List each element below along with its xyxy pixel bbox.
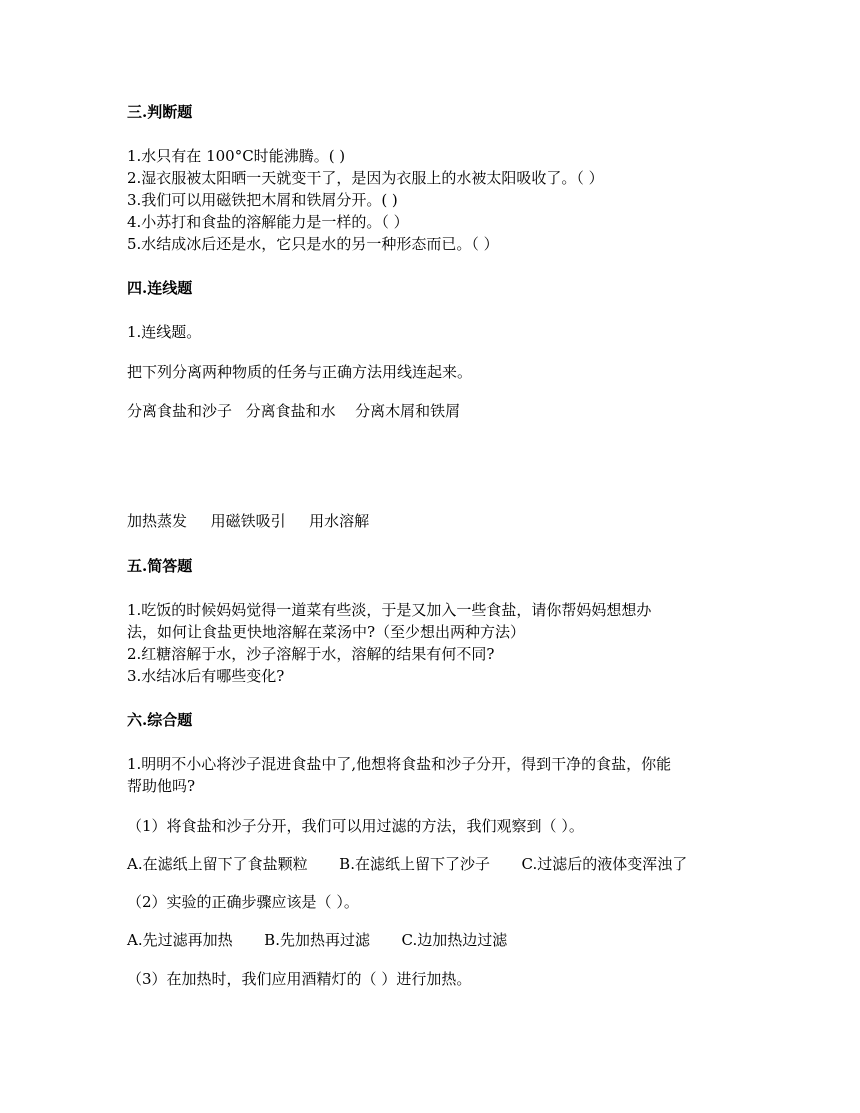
comprehensive-1-line-2: 帮助他吗? [127, 777, 196, 795]
judgment-item-3: 3.我们可以用磁铁把木屑和铁屑分开。( ) [127, 191, 398, 209]
judgment-item-4: 4.小苏打和食盐的溶解能力是一样的。（ ） [127, 213, 409, 231]
matching-instruction: 把下列分离两种物质的任务与正确方法用线连起来。 [127, 363, 473, 381]
short-answer-3: 3.水结冰后有哪些变化? [127, 667, 285, 685]
matching-task-row [127, 400, 460, 422]
option-c: C.过滤后的液体变浑浊了 [521, 855, 688, 873]
short-answer-2: 2.红糖溶解于水，沙子溶解于水，溶解的结果有何不同? [127, 645, 495, 663]
sub-question-3: （3）在加热时，我们应用酒精灯的（ ）进行加热。 [127, 970, 472, 988]
section-5-heading: 五.简答题 [127, 557, 193, 575]
sub-question-1-options [127, 853, 687, 875]
matching-question-1: 1.连线题。 [127, 323, 202, 341]
option-a: A.在滤纸上留下了食盐颗粒 [127, 855, 308, 873]
sub-question-2-options [127, 929, 507, 951]
matching-method-row [127, 510, 369, 532]
judgment-item-2: 2.湿衣服被太阳晒一天就变干了，是因为衣服上的水被太阳吸收了。（ ） [127, 169, 604, 187]
section-3-heading: 三.判断题 [127, 103, 193, 121]
method-evaporate: 加热蒸发 [127, 512, 188, 530]
comprehensive-1-line-1: 1.明明不小心将沙子混进食盐中了,他想将食盐和沙子分开，得到干净的食盐，你能 [127, 755, 672, 773]
sub-question-1: （1）将食盐和沙子分开，我们可以用过滤的方法，我们观察到（ ）。 [127, 817, 584, 835]
sub-question-2: （2）实验的正确步骤应该是（ ）。 [127, 893, 359, 911]
section-6-heading: 六.综合题 [127, 711, 193, 729]
option-c: C.边加热边过滤 [401, 931, 508, 949]
judgment-item-5: 5.水结成冰后还是水，它只是水的另一种形态而已。（ ） [127, 235, 499, 253]
section-4-heading: 四.连线题 [127, 279, 193, 297]
option-b: B.在滤纸上留下了沙子 [339, 855, 490, 873]
task-salt-water: 分离食盐和水 [245, 402, 336, 420]
option-a: A.先过滤再加热 [127, 931, 233, 949]
judgment-item-1: 1.水只有在 100°C时能沸腾。( ) [127, 147, 346, 165]
short-answer-1-line-2: 法，如何让食盐更快地溶解在菜汤中?（至少想出两种方法） [127, 623, 526, 641]
task-salt-sand: 分离食盐和沙子 [127, 402, 233, 420]
option-b: B.先加热再过滤 [264, 931, 370, 949]
method-dissolve: 用水溶解 [309, 512, 370, 530]
task-sawdust-iron: 分离木屑和铁屑 [355, 402, 461, 420]
short-answer-1-line-1: 1.吃饭的时候妈妈觉得一道菜有些淡，于是又加入一些食盐，请你帮妈妈想想办 [127, 601, 652, 619]
method-magnet: 用磁铁吸引 [210, 512, 286, 530]
